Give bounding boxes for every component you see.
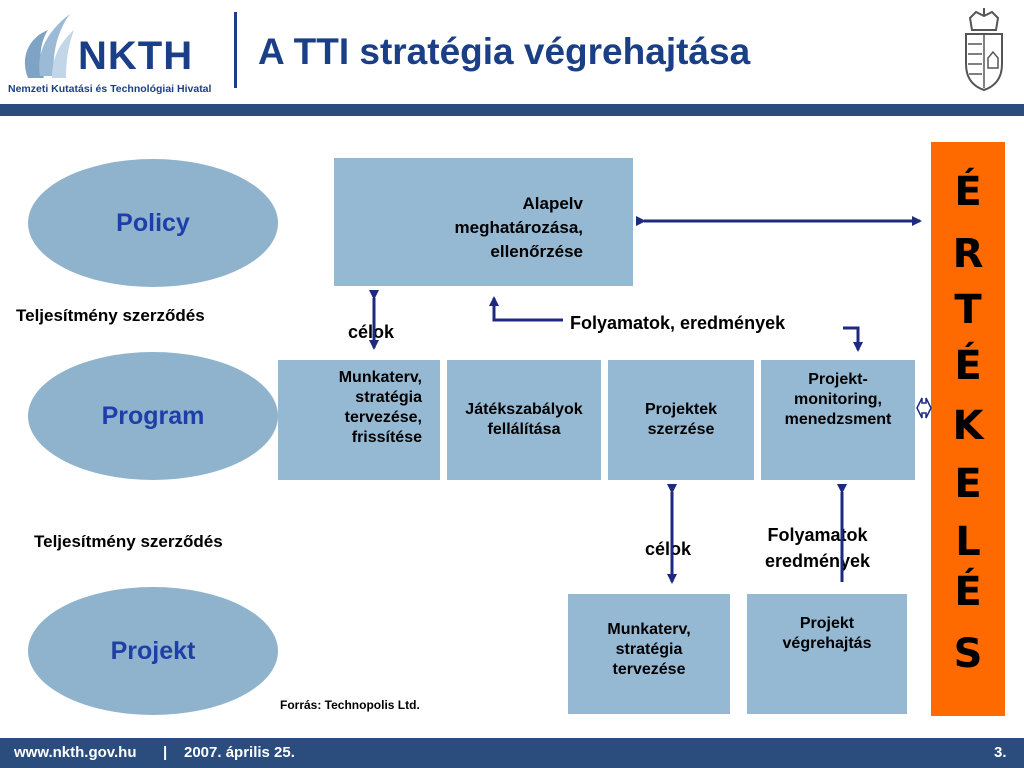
box-line: meghatározása, [454,218,583,237]
box-line: frissítése [351,429,422,446]
box-line: végrehajtás [782,635,872,652]
box-line: Munkaterv, [338,369,422,386]
folyamatok-label [765,522,870,574]
footer-date: 2007. április 25. [184,744,295,761]
box-line: tervezése, [344,409,422,426]
projekt-label: Projekt [110,636,196,665]
ertekeles-letter: S [953,631,983,677]
folyamatok-to-monitoring-arrow [843,328,858,350]
ertekeles-letter: K [952,403,984,449]
coat-of-arms-icon [960,8,1008,92]
performance-contract-label: Teljesítmény szerződés [16,306,205,325]
box-line: Projekt [799,615,855,632]
logo-name: NKTH [78,34,194,78]
folyamatok-label: Folyamatok, eredmények [570,313,786,333]
box-line: fellálítása [487,421,561,438]
source-label: Forrás: Technopolis Ltd. [280,698,420,712]
footer-separator: | [163,744,168,761]
policy-label: Policy [116,208,190,237]
footer-bar [0,738,1024,768]
program-ellipse [28,352,278,480]
celok-label: célok [645,539,692,559]
ertekeles-letter: L [955,519,981,565]
header-divider [234,12,237,88]
ertekeles-letter: É [954,169,982,215]
box-line: tervezése [612,661,686,678]
alapelv-box [334,158,633,286]
box-line: Munkaterv, [607,621,691,638]
box-line: menedzsment [784,411,892,428]
ertekeles-letter: R [952,231,984,277]
box-line: Projekt- [808,371,868,388]
box-line: ellenőrzése [490,242,583,261]
monitoring-box [761,360,915,480]
projekt-ellipse [28,587,278,715]
munkaterv-program-box [278,360,440,480]
box-line: szerzése [647,421,715,438]
box-line: Projektek [644,401,718,418]
munkaterv-projekt-box [568,594,730,714]
ertekeles-letter: T [954,287,982,333]
page-title: A TTI stratégia végrehajtása [258,31,751,72]
box-line: monitoring, [794,391,882,408]
folyamatok-to-alapelv-arrow [494,298,563,320]
box-line: Játékszabályok [465,401,583,418]
logo [18,8,78,82]
header-bar [0,104,1024,116]
policy-ellipse [28,159,278,287]
box-line: Alapelv [522,194,583,213]
ertekeles-bar [931,142,1005,716]
jatekszabalyok-box [447,360,601,480]
vegrehajtas-box [747,594,907,714]
projektek-box [608,360,754,480]
ertekeles-letter: É [954,343,982,389]
ertekeles-letter: E [954,461,982,507]
monitoring-ertekeles-arrow [917,398,931,418]
celok-label: célok [348,322,395,342]
folyamatok-line: Folyamatok [767,525,868,545]
box-line: stratégia [355,389,422,406]
program-label: Program [101,401,205,430]
logo-swirl-icon [18,8,78,82]
performance-contract-label: Teljesítmény szerződés [34,532,223,551]
box-line: stratégia [615,641,683,658]
footer-url[interactable]: www.nkth.gov.hu [14,744,137,761]
logo-subtitle: Nemzeti Kutatási és Technológiai Hivatal [8,83,212,95]
eredmenyek-line: eredmények [765,551,871,571]
page-number: 3. [994,744,1007,761]
ertekeles-letter: É [954,569,982,615]
